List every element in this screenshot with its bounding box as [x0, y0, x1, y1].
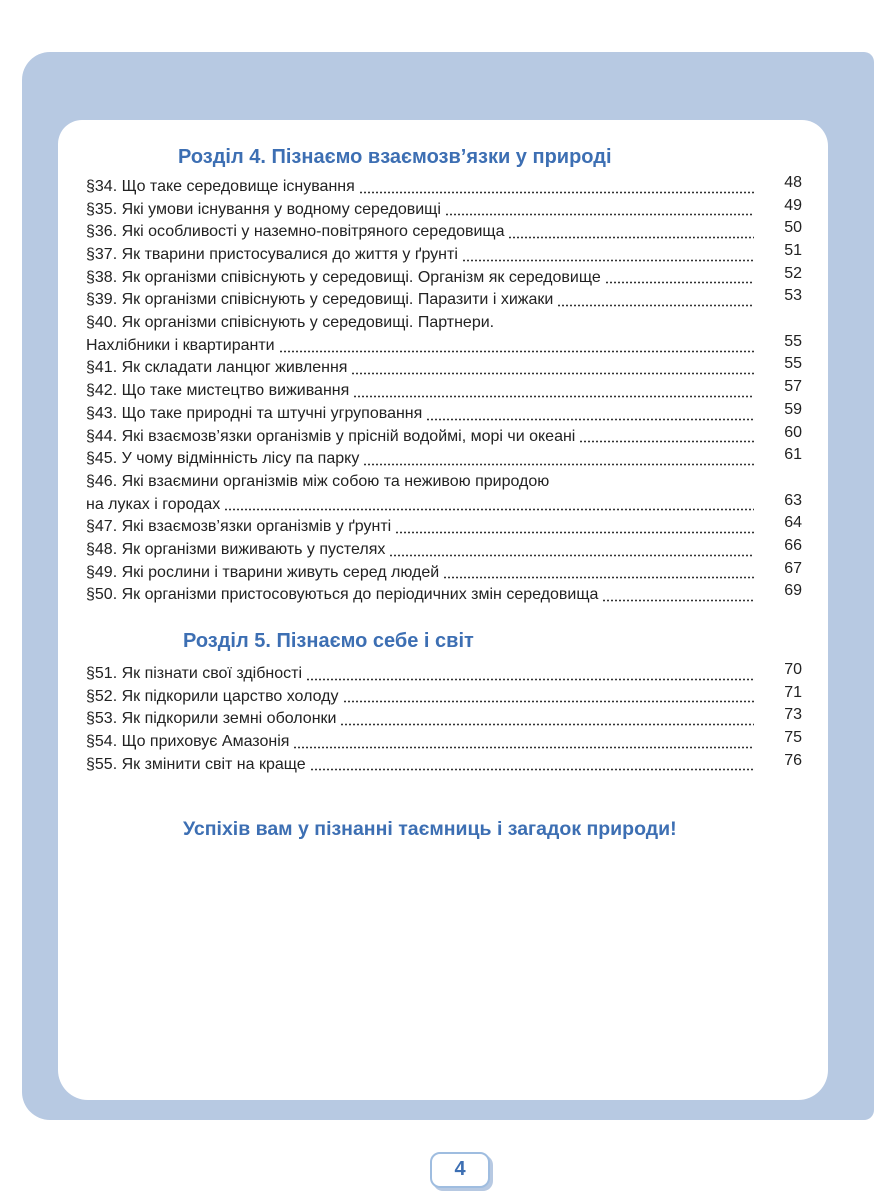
dot-leader	[426, 418, 754, 421]
toc-entry-title: §37. Як тварини пристосувалися до життя у ґрунті	[86, 246, 458, 264]
toc-entry-title: §36. Які особливості у наземно-повітряного середовища	[86, 223, 505, 241]
toc-entry-35	[86, 196, 802, 222]
dot-leader	[351, 372, 754, 375]
toc-page-number: 75	[784, 729, 802, 747]
toc-entry-title: §44. Які взаємозв’язки організмів у прісній водоймі, морі чи океані	[86, 427, 576, 445]
toc-entry-44	[86, 423, 802, 449]
toc-entry-title: §51. Як пізнати свої здібності	[86, 664, 302, 682]
toc-entry-title: §35. Які умови існування у водному середовищі	[86, 200, 441, 218]
toc-entry-title: §34. Що таке середовище існування	[86, 177, 355, 195]
toc-entry-title: §43. Що таке природні та штучні угруповання	[86, 404, 423, 422]
toc-page-number: 71	[784, 683, 802, 701]
toc-page-number: 60	[784, 423, 802, 441]
toc-entry-55	[86, 751, 802, 777]
toc-entry-37	[86, 244, 802, 267]
dot-leader	[557, 304, 754, 307]
toc-entry-title: §49. Які рослини і тварини живуть серед людей	[86, 563, 440, 581]
closing-wish: Успіхів вам у пізнанні таємниць і загадок природи!	[183, 818, 677, 840]
toc-page-number: 55	[784, 332, 802, 350]
toc-page-number: 48	[784, 173, 802, 191]
toc-page-number: 59	[784, 400, 802, 418]
toc-entry-42	[86, 380, 802, 403]
dot-leader	[445, 213, 754, 216]
toc-entry-title: §42. Що таке мистецтво виживання	[86, 382, 350, 400]
dot-leader	[306, 678, 754, 681]
toc-page-number: 61	[784, 446, 802, 464]
toc-entry-title-cont: Нахлібники і квартиранти	[86, 336, 275, 354]
toc-entry-title: §41. Як складати ланцюг живлення	[86, 359, 348, 377]
toc-entry-title: §55. Як змінити світ на краще	[86, 755, 306, 773]
toc-entry-40-lead	[86, 312, 802, 335]
section-4-title: Розділ 4. Пізнаємо взаємозв’язки у природі	[178, 146, 612, 168]
toc-entry-40	[86, 332, 802, 358]
toc-page-number: 73	[784, 706, 802, 724]
toc-entry-39	[86, 289, 802, 312]
dot-leader	[359, 191, 754, 194]
toc-entry-title: §40. Як організми співіснують у середовищі. Партнери.	[86, 314, 495, 332]
toc-entry-title: §38. Як організми співіснують у середовищі. Організм як середовище	[86, 268, 601, 286]
toc-entry-title: §52. Як підкорили царство холоду	[86, 687, 339, 705]
dot-leader	[579, 440, 754, 443]
dot-leader	[389, 554, 754, 557]
toc-entry-52	[86, 683, 802, 709]
dot-leader	[395, 531, 754, 534]
dot-leader	[508, 236, 754, 239]
dot-leader	[462, 259, 754, 262]
toc-entry-title: §53. Як підкорили земні оболонки	[86, 710, 337, 728]
toc-entry-51	[86, 660, 802, 686]
dot-leader	[602, 599, 754, 602]
toc-entry-36	[86, 221, 802, 244]
dot-leader	[363, 463, 754, 466]
section-4-toc	[86, 173, 802, 607]
toc-entry-46	[86, 491, 802, 517]
toc-entry-47	[86, 516, 802, 539]
toc-page-number: 64	[784, 514, 802, 532]
toc-page-number: 76	[784, 751, 802, 769]
toc-page-number: 51	[784, 242, 802, 260]
dot-leader	[224, 508, 754, 511]
toc-entry-title: §45. У чому відмінність лісу па парку	[86, 450, 360, 468]
toc-entry-title: §50. Як організми пристосовуються до періодичних змін середовища	[86, 586, 599, 604]
toc-entry-41	[86, 355, 802, 381]
toc-entry-46-lead	[86, 471, 802, 494]
dot-leader	[340, 723, 754, 726]
toc-entry-43	[86, 400, 802, 426]
toc-page-number: 63	[784, 491, 802, 509]
dot-leader	[353, 395, 754, 398]
toc-page-number: 70	[784, 660, 802, 678]
toc-entry-48	[86, 536, 802, 562]
toc-page-number: 52	[784, 264, 802, 282]
toc-entry-38	[86, 264, 802, 290]
toc-page-number: 67	[784, 559, 802, 577]
toc-entry-title: §39. Як організми співіснують у середовищі. Паразити і хижаки	[86, 291, 554, 309]
toc-entry-title: §46. Які взаємини організмів між собою та неживою природою	[86, 472, 550, 490]
toc-page-number: 57	[784, 378, 802, 396]
dot-leader	[279, 350, 754, 353]
toc-page-number: 53	[784, 287, 802, 305]
toc-entry-53	[86, 708, 802, 731]
toc-page-number: 55	[784, 355, 802, 373]
toc-page-number: 49	[784, 196, 802, 214]
toc-entry-54	[86, 731, 802, 754]
dot-leader	[343, 700, 755, 703]
toc-entry-title: §54. Що приховує Амазонія	[86, 733, 290, 751]
section-5-toc	[86, 660, 802, 776]
toc-entry-45	[86, 448, 802, 471]
toc-page-number: 66	[784, 536, 802, 554]
toc-entry-34	[86, 173, 802, 199]
dot-leader	[310, 768, 754, 771]
dot-leader	[293, 746, 754, 749]
dot-leader	[443, 576, 754, 579]
toc-entry-49	[86, 559, 802, 585]
dot-leader	[605, 281, 754, 284]
toc-entry-50	[86, 584, 802, 607]
toc-entry-title: §47. Які взаємозв’язки організмів у ґрунті	[86, 518, 392, 536]
page-number-badge: 4	[430, 1152, 490, 1188]
toc-page-number: 50	[784, 219, 802, 237]
section-5-title: Розділ 5. Пізнаємо себе і світ	[183, 630, 474, 652]
toc-entry-title-cont: на луках і городах	[86, 495, 221, 513]
toc-entry-title: §48. Як організми виживають у пустелях	[86, 540, 386, 558]
toc-page-number: 69	[784, 582, 802, 600]
